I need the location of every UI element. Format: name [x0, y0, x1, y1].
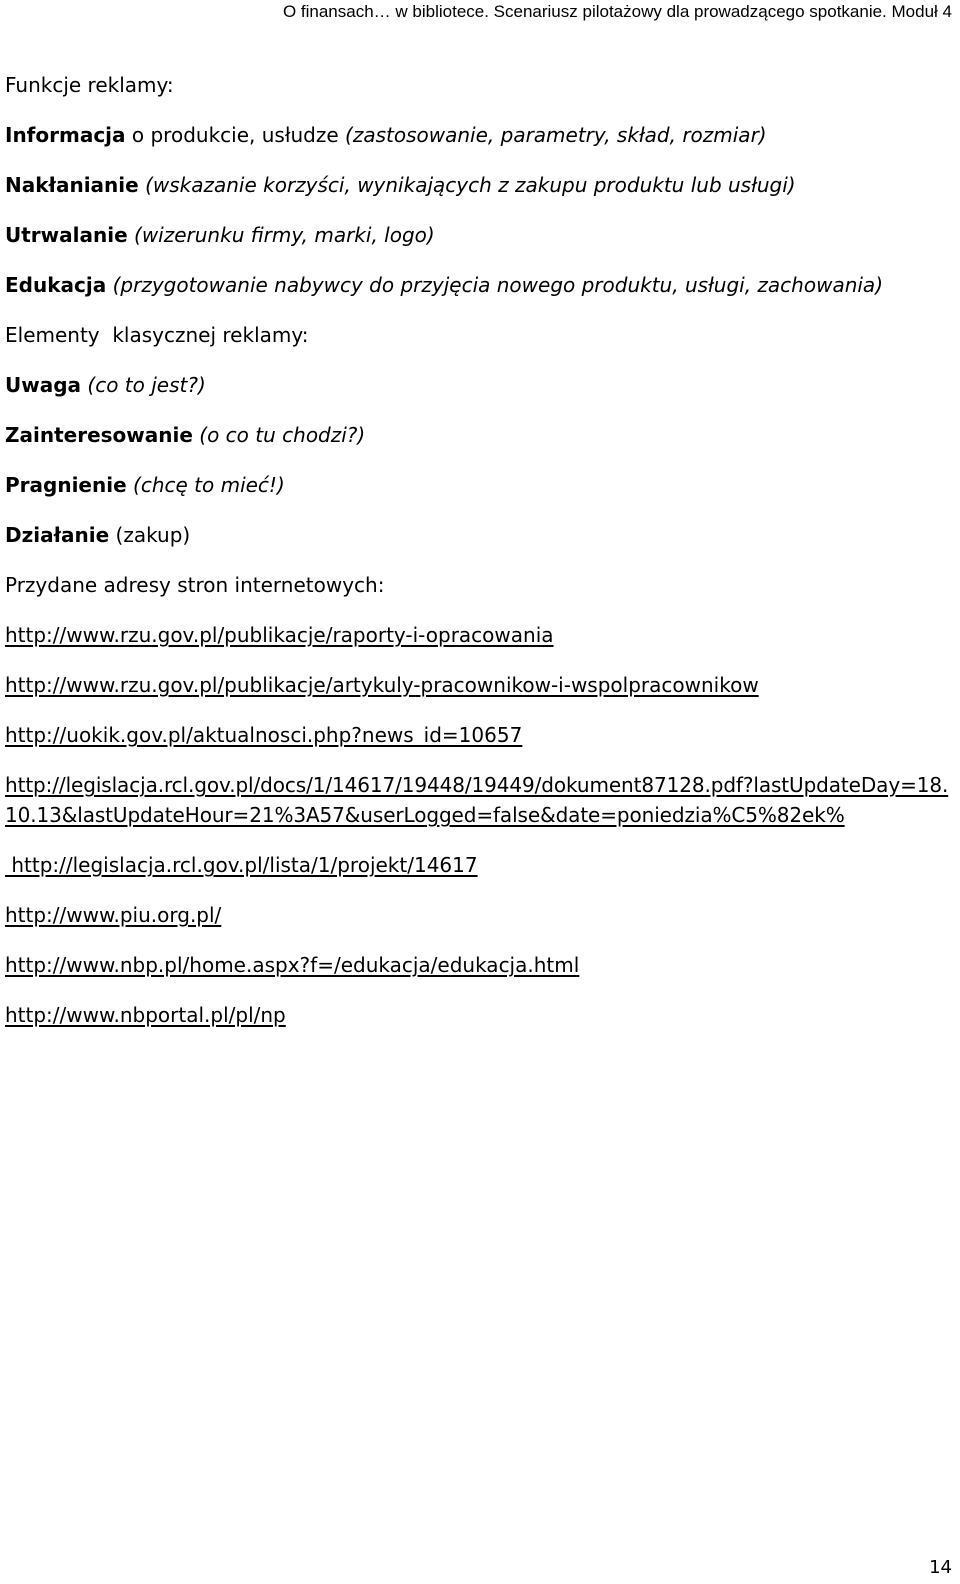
function-description: (zastosowanie, parametry, skład, rozmiar) [345, 123, 767, 147]
element-item-pragnienie [5, 470, 950, 500]
function-text: o produkcie, usłudze [125, 123, 346, 147]
element-term: Działanie [5, 523, 110, 547]
element-description: (chcę to mieć!) [133, 473, 285, 497]
function-description: (przygotowanie nabywcy do przyjęcia nowego produktu, usługi, zachowania) [112, 273, 883, 297]
element-description: (o co tu chodzi?) [199, 423, 366, 447]
function-term: Nakłanianie [5, 173, 139, 197]
element-item-dzialanie [5, 520, 950, 550]
link-nbp-edukacja[interactable]: http://www.nbp.pl/home.aspx?f=/edukacja/edukacja.html [5, 953, 580, 977]
element-term: Uwaga [5, 373, 82, 397]
elements-heading: Elementy klasycznej reklamy: [5, 323, 309, 347]
functions-heading: Funkcje reklamy: [5, 73, 174, 97]
function-term: Edukacja [5, 273, 107, 297]
links-heading: Przydane adresy stron internetowych: [5, 573, 385, 597]
function-description: (wizerunku firmy, marki, logo) [134, 223, 435, 247]
link-nbportal[interactable]: http://www.nbportal.pl/pl/np [5, 1003, 286, 1027]
function-item-utrwalanie [5, 220, 950, 250]
element-item-uwaga [5, 370, 950, 400]
function-item-naklanianie [5, 170, 950, 200]
link-legislacja-dokument[interactable]: http://legislacja.rcl.gov.pl/docs/1/14617/19448/19449/dokument87128.pdf?lastUpdateDay=18.10.13&lastUpdateHour=21%3A57&userLogged=false&date=poniedzia%C5%82ek% [5, 773, 949, 827]
document-body [5, 70, 950, 1050]
element-term: Zainteresowanie [5, 423, 193, 447]
element-term: Pragnienie [5, 473, 127, 497]
link-rzu-raporty[interactable]: http://www.rzu.gov.pl/publikacje/raporty-i-opracowania [5, 623, 554, 647]
element-description: (co to jest?) [87, 373, 206, 397]
link-piu[interactable]: http://www.piu.org.pl/ [5, 903, 222, 927]
link-legislacja-projekt[interactable]: http://legislacja.rcl.gov.pl/lista/1/projekt/14617 [5, 853, 478, 877]
element-item-zainteresowanie [5, 420, 950, 450]
function-description: (wskazanie korzyści, wynikających z zakupu produktu lub usługi) [145, 173, 796, 197]
function-term: Utrwalanie [5, 223, 128, 247]
function-item-edukacja [5, 270, 950, 300]
page-number: 14 [929, 1557, 952, 1578]
running-header: O finansach… w bibliotece. Scenariusz pilotażowy dla prowadzącego spotkanie. Moduł 4 [282, 2, 952, 21]
function-item-informacja [5, 120, 950, 150]
link-uokik-aktualnosci[interactable]: http://uokik.gov.pl/aktualnosci.php?news_id=10657 [5, 723, 523, 747]
link-rzu-artykuly[interactable]: http://www.rzu.gov.pl/publikacje/artykuly-pracownikow-i-wspolpracownikow [5, 673, 759, 697]
element-text: (zakup) [109, 523, 191, 547]
function-term: Informacja [5, 123, 126, 147]
